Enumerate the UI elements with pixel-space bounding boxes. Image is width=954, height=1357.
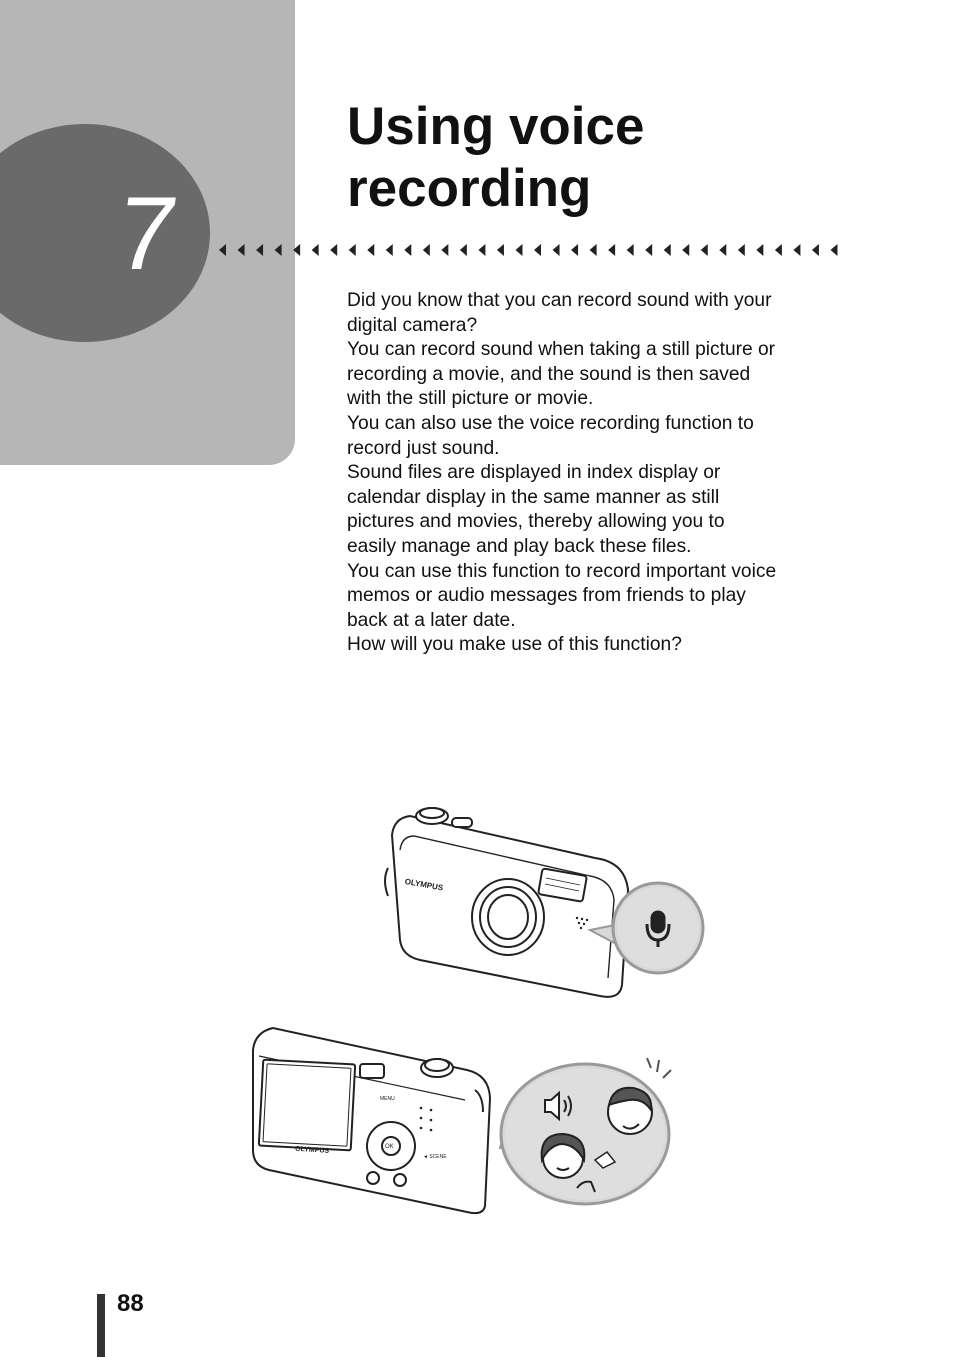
arrow-divider-mark <box>293 244 300 256</box>
arrow-divider-mark <box>312 244 319 256</box>
arrow-divider-mark <box>534 244 541 256</box>
camera-front-illustration <box>380 800 710 1005</box>
arrow-divider-mark <box>608 244 615 256</box>
arrow-divider-mark <box>497 244 504 256</box>
arrow-divider-mark <box>349 244 356 256</box>
chapter-title: Using voice recording <box>347 97 645 218</box>
intro-paragraph: How will you make use of this function? <box>347 634 682 656</box>
intro-paragraph: You can use this function to record important voice memos or audio messages from friends to play back at a later date. <box>347 560 777 631</box>
arrow-divider-mark <box>238 244 245 256</box>
arrow-divider-mark <box>460 244 467 256</box>
menu-label: MENU <box>380 1096 395 1102</box>
ok-label: OK <box>385 1144 394 1150</box>
arrow-divider-mark <box>367 244 374 256</box>
intro-paragraph: Did you know that you can record sound with your digital camera? <box>347 290 772 336</box>
arrow-divider-mark <box>386 244 393 256</box>
intro-paragraph: Sound files are displayed in index display or calendar display in the same manner as still pictures and movies, thereby allowing you to easily manage and play back these files. <box>347 462 725 557</box>
arrow-divider-mark <box>682 244 689 256</box>
arrow-divider-mark <box>330 244 337 256</box>
arrow-divider-mark <box>515 244 522 256</box>
camera-brand: OLYMPUS <box>294 1145 330 1155</box>
speech-bubble <box>500 1058 671 1204</box>
arrow-divider-mark <box>590 244 597 256</box>
camera-brand: OLYMPUS <box>404 876 444 893</box>
arrow-divider <box>215 240 845 260</box>
arrow-divider-mark <box>812 244 819 256</box>
arrow-divider-mark <box>719 244 726 256</box>
man-face-icon <box>608 1088 652 1134</box>
intro-text <box>347 289 777 658</box>
arrow-divider-mark <box>256 244 263 256</box>
arrow-divider-mark <box>627 244 634 256</box>
arrow-divider-mark <box>423 244 430 256</box>
intro-paragraph: You can record sound when taking a still picture or recording a movie, and the sound is then saved with the still picture or movie. <box>347 339 776 410</box>
intro-paragraph: You can also use the voice recording function to record just sound. <box>347 412 754 459</box>
arrow-divider-mark <box>830 244 837 256</box>
arrow-divider-mark <box>219 244 226 256</box>
chapter-number: 7 <box>109 176 184 292</box>
camera-back-illustration <box>245 1020 685 1215</box>
arrow-divider-mark <box>664 244 671 256</box>
arrow-divider-mark <box>478 244 485 256</box>
arrow-divider-mark <box>756 244 763 256</box>
arrow-divider-mark <box>441 244 448 256</box>
arrow-divider-mark <box>793 244 800 256</box>
arrow-divider-mark <box>738 244 745 256</box>
arrow-divider-mark <box>553 244 560 256</box>
arrow-divider-mark <box>571 244 578 256</box>
arrow-divider-mark <box>275 244 282 256</box>
page-number-bar <box>97 1294 105 1357</box>
arrow-divider-mark <box>701 244 708 256</box>
arrow-divider-mark <box>645 244 652 256</box>
arrow-divider-mark <box>404 244 411 256</box>
page-number: 88 <box>117 1290 144 1317</box>
scene-label: ◄ SCENE <box>423 1154 447 1160</box>
talking-lines-icon <box>647 1058 671 1078</box>
arrow-divider-mark <box>775 244 782 256</box>
